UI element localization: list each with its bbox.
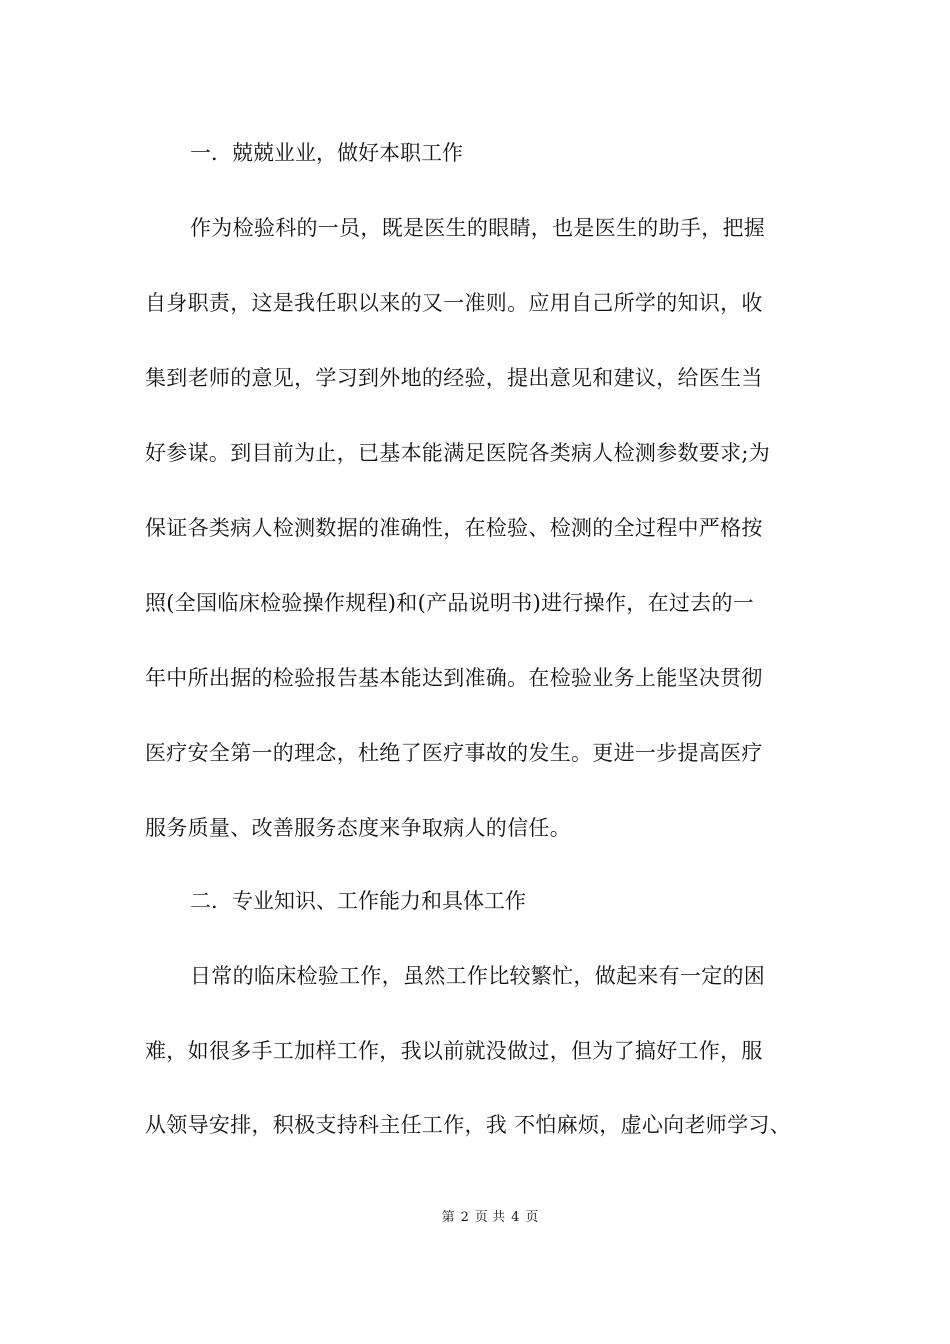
footer-page-number: 2 bbox=[460, 1210, 469, 1225]
section-1-line-1: 作为检验科的一员，既是医生的眼睛，也是医生的助手，把握 bbox=[190, 216, 766, 240]
section-1-line-3: 集到老师的意见，学习到外地的经验，提出意见和建议，给医生当 bbox=[145, 366, 763, 390]
section-1-line-4: 好参谋。到目前为止，已基本能满足医院各类病人检测参数要求;为 bbox=[145, 441, 771, 465]
section-2-line-1: 日常的临床检验工作，虽然工作比较繁忙，做起来有一定的困 bbox=[190, 964, 766, 988]
section-1-line-5: 保证各类病人检测数据的准确性，在检验、检测的全过程中严格按 bbox=[145, 516, 763, 540]
section-2-line-2: 难，如很多手工加样工作，我以前就没做过，但为了搞好工作，服 bbox=[145, 1039, 763, 1063]
section-1-heading: 一．兢兢业业，做好本职工作 bbox=[190, 141, 463, 165]
section-2-line-3: 从领导安排，积极支持科主任工作，我 不怕麻烦，虚心向老师学习、 bbox=[145, 1113, 791, 1137]
page-footer bbox=[0, 1209, 950, 1227]
section-1-line-2: 自身职责，这是我任职以来的又一准则。应用自己所学的知识，收 bbox=[145, 291, 763, 315]
footer-prefix: 第 bbox=[441, 1210, 455, 1225]
section-1-line-8: 医疗安全第一的理念，杜绝了医疗事故的发生。更进一步提高医疗 bbox=[145, 741, 763, 765]
section-1-line-9: 服务质量、改善服务态度来争取病人的信任。 bbox=[145, 816, 571, 840]
footer-middle: 页 共 bbox=[474, 1210, 506, 1225]
section-1-line-6: 照(全国临床检验操作规程)和(产品说明书)进行操作，在过去的一 bbox=[145, 591, 755, 615]
section-2-heading: 二．专业知识、工作能力和具体工作 bbox=[190, 889, 526, 913]
footer-suffix: 页 bbox=[525, 1210, 539, 1225]
footer-total-pages: 4 bbox=[511, 1210, 520, 1225]
section-1-line-7: 年中所出据的检验报告基本能达到准确。在检验业务上能坚决贯彻 bbox=[145, 666, 763, 690]
